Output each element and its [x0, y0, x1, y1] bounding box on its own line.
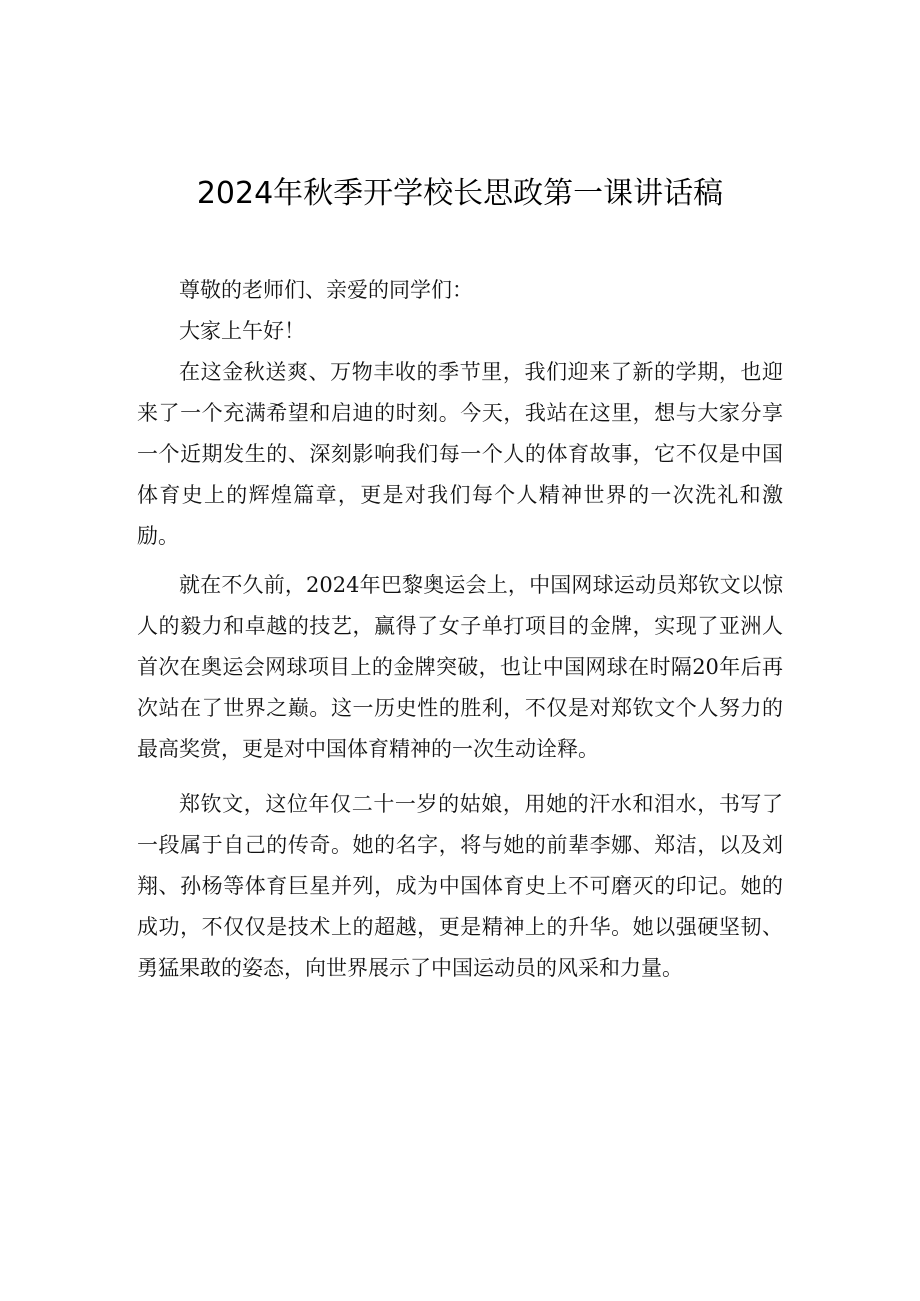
paragraph-3: 郑钦文，这位年仅二十一岁的姑娘，用她的汗水和泪水，书写了一段属于自己的传奇。她的名字，将与她的前辈李娜、郑洁，以及刘翔、孙杨等体育巨星并列，成为中国体育史上不可磨灭的印记。她的成功，不仅仅是技术上的超越，更是精神上的升华。她以强硬坚韧、勇猛果敢的姿态，向世界展示了中国运动员的风采和力量。: [137, 792, 783, 980]
salutation: 尊敬的老师们、亲爱的同学们：: [179, 278, 473, 302]
paragraph-1: 在这金秋送爽、万物丰收的季节里，我们迎来了新的学期，也迎来了一个充满希望和启迪的时刻。今天，我站在这里，想与大家分享一个近期发生的、深刻影响我们每一个人的体育故事，它不仅是中国体育史上的辉煌篇章，更是对我们每个人精神世界的一次洗礼和激励。: [137, 360, 783, 548]
paragraph-2: 就在不久前，2024年巴黎奥运会上，中国网球运动员郑钦文以惊人的毅力和卓越的技艺，赢得了女子单打项目的金牌，实现了亚洲人首次在奥运会网球项目上的金牌突破，也让中国网球在时隔20年后再次站在了世界之巅。这一历史性的胜利，不仅是对郑钦文个人努力的最高奖赏，更是对中国体育精神的一次生动诠释。: [137, 573, 783, 761]
document-body: [137, 270, 783, 989]
document-title: 2024年秋季开学校长思政第一课讲话稿: [196, 176, 724, 211]
greeting: 大家上午好！: [179, 319, 305, 343]
